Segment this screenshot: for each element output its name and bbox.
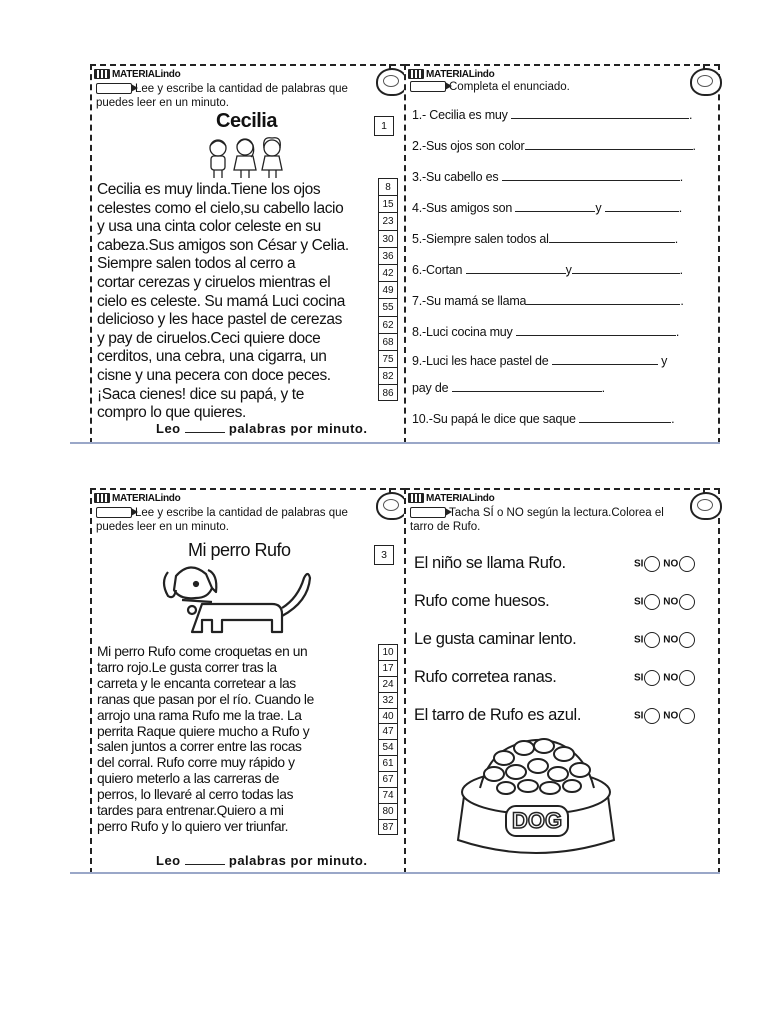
word-count: 86: [378, 384, 398, 401]
word-count: 49: [378, 281, 398, 298]
word-count: 42: [378, 264, 398, 281]
word-count: 15: [378, 195, 398, 212]
story-line: cortar cerezas y ciruelos mientras el: [97, 273, 331, 291]
answer-blank[interactable]: [572, 261, 680, 274]
brand-text: MATERIALindo: [112, 69, 181, 80]
question-5: 5.-Siempre salen todos al .: [412, 232, 679, 246]
instruction-text: Tacha SÍ o NO según la lectura.Colorea el tarro de Rufo.: [410, 507, 664, 533]
pencil-icon: [408, 69, 424, 79]
story-line: arrojo una rama Rufo me la trae. La: [97, 707, 302, 723]
si-no-options: SI NO: [634, 594, 695, 610]
story-line: perros, lo llevaré al cerro todas las: [97, 787, 294, 803]
dog-bowl-illustration[interactable]: [446, 726, 626, 862]
word-count: 54: [378, 739, 398, 755]
instruction-text: Completa el enunciado.: [410, 80, 670, 94]
story-line: ranas que pasan por el río. Cuando le: [97, 691, 314, 707]
bowl-label: DOG: [511, 808, 563, 833]
story-text: [97, 181, 377, 423]
si-checkbox[interactable]: [644, 556, 660, 572]
story-line: y pay de ciruelos.Ceci quiere doce: [97, 329, 321, 347]
words-per-minute-footer: Leo palabras por minuto.: [156, 853, 368, 868]
instruction-text: Lee y escribe la cantidad de palabras que puedes leer en un minuto.: [96, 83, 348, 109]
word-count: 24: [378, 676, 398, 692]
statement-2: Rufo come huesos.: [414, 592, 550, 610]
word-count: 67: [378, 771, 398, 787]
pencil-icon: [94, 69, 110, 79]
word-count: 17: [378, 660, 398, 676]
story-line: perrita Raque quiere mucho a Rufo y: [97, 723, 310, 739]
no-checkbox[interactable]: [679, 556, 695, 572]
si-checkbox[interactable]: [644, 594, 660, 610]
si-no-options: SI NO: [634, 670, 695, 686]
word-count: 80: [378, 803, 398, 819]
story-title: Mi perro Rufo: [188, 540, 291, 560]
answer-blank[interactable]: [516, 323, 676, 336]
story-number: 1: [374, 116, 394, 136]
word-count: 23: [378, 212, 398, 229]
pencil-arrow-icon: [410, 81, 446, 92]
word-count: 82: [378, 367, 398, 384]
si-no-options: SI NO: [634, 556, 695, 572]
word-count: 68: [378, 333, 398, 350]
word-count: 75: [378, 350, 398, 367]
word-count-column: [378, 644, 398, 835]
story-line: Mi perro Rufo come croquetas en un: [97, 644, 308, 659]
question-7: 7.-Su mamá se llama .: [412, 294, 684, 308]
word-count: 30: [378, 230, 398, 247]
reading-card-rufo: [90, 488, 406, 874]
no-checkbox[interactable]: [679, 594, 695, 610]
question-2: 2.-Sus ojos son color .: [412, 139, 696, 153]
answer-blank[interactable]: [605, 199, 679, 212]
si-no-options: SI NO: [634, 708, 695, 724]
pencil-icon: [94, 493, 110, 503]
brand-text: MATERIALindo: [426, 493, 495, 504]
pencil-icon: [408, 493, 424, 503]
story-line: del corral. Rufo corre muy rápido y: [97, 755, 295, 771]
pencil-arrow-icon: [410, 507, 446, 518]
story-title: Cecilia: [216, 110, 277, 132]
story-line: y usa una cinta color celeste en su: [97, 218, 321, 236]
question-6: 6.-Cortan y .: [412, 263, 683, 277]
word-count: 74: [378, 787, 398, 803]
brand-text: MATERIALindo: [426, 69, 495, 80]
instruction-text: Lee y escribe la cantidad de palabras que puedes leer en un minuto.: [96, 507, 348, 533]
answer-blank[interactable]: [502, 168, 680, 181]
story-line: cerditos, una cebra, una cigarra, un: [97, 348, 327, 366]
no-checkbox[interactable]: [679, 670, 695, 686]
kids-illustration: [200, 136, 290, 180]
true-false-card: [404, 488, 720, 874]
word-count: 36: [378, 247, 398, 264]
words-per-minute-footer: Leo palabras por minuto.: [156, 421, 368, 436]
story-line: celestes como el cielo,su cabello lacio: [97, 199, 344, 217]
question-8: 8.-Luci cocina muy .: [412, 325, 680, 339]
brand-logo: [408, 493, 494, 504]
word-count: 87: [378, 819, 398, 835]
answer-blank[interactable]: [515, 199, 595, 212]
answer-blank[interactable]: [552, 352, 658, 365]
apple-icon: [690, 492, 722, 520]
pencil-arrow-icon: [96, 507, 132, 518]
story-line: tardes para entrenar.Quiero a mi: [97, 803, 284, 819]
story-line: perro Rufo y lo quiero ver triunfar.: [97, 818, 289, 834]
word-count: 32: [378, 692, 398, 708]
complete-sentence-card: [404, 64, 720, 444]
reading-card-cecilia: [90, 64, 406, 444]
brand-logo: [94, 69, 180, 80]
story-number: 3: [374, 545, 394, 565]
no-checkbox[interactable]: [679, 632, 695, 648]
story-line: compro lo que quieres.: [97, 404, 246, 422]
si-checkbox[interactable]: [644, 670, 660, 686]
no-checkbox[interactable]: [679, 708, 695, 724]
story-line: quiero meterlo a las carreras de: [97, 771, 279, 787]
brand-logo: [94, 493, 180, 504]
si-checkbox[interactable]: [644, 632, 660, 648]
question-10: 10.-Su papá le dice que saque .: [412, 412, 675, 426]
story-line: cisne y una pecera con doce peces.: [97, 366, 331, 384]
word-count-column: [378, 178, 398, 401]
question-3: 3.-Su cabello es .: [412, 170, 683, 184]
statement-5: El tarro de Rufo es azul.: [414, 706, 582, 724]
story-line: carreta y le encanta corretear a las: [97, 675, 296, 691]
story-line: cielo es celeste. Su mamá Luci cocina: [97, 292, 345, 310]
word-count: 61: [378, 755, 398, 771]
word-count: 47: [378, 723, 398, 739]
answer-blank[interactable]: [185, 852, 225, 865]
si-checkbox[interactable]: [644, 708, 660, 724]
story-line: Cecilia es muy linda.Tiene los ojos: [97, 181, 321, 198]
answer-blank[interactable]: [511, 106, 689, 119]
brand-text: MATERIALindo: [112, 493, 181, 504]
dog-illustration: [158, 562, 318, 634]
word-count: 55: [378, 298, 398, 315]
word-count: 10: [378, 644, 398, 660]
answer-blank[interactable]: [185, 420, 225, 433]
story-line: delicioso y les hace pastel de cerezas: [97, 311, 343, 329]
story-line: tarro rojo.Le gusta correr tras la: [97, 659, 277, 675]
si-no-options: SI NO: [634, 632, 695, 648]
answer-blank[interactable]: [549, 230, 675, 243]
statement-1: El niño se llama Rufo.: [414, 554, 566, 572]
answer-blank[interactable]: [466, 261, 566, 274]
story-text: [97, 644, 377, 835]
apple-icon: [690, 68, 722, 96]
divider-line: [70, 872, 720, 874]
statement-3: Le gusta caminar lento.: [414, 630, 577, 648]
answer-blank[interactable]: [525, 137, 693, 150]
story-line: salen juntos a correr entre las rocas: [97, 739, 302, 755]
question-4: 4.-Sus amigos son y .: [412, 201, 683, 215]
answer-blank[interactable]: [579, 410, 671, 423]
question-9: 9.-Luci les hace pastel de y: [412, 354, 668, 368]
answer-blank[interactable]: [526, 292, 680, 305]
pencil-arrow-icon: [96, 83, 132, 94]
question-1: 1.- Cecilia es muy .: [412, 108, 693, 122]
story-line: ¡Saca cienes! dice su papá, y te: [97, 385, 304, 403]
story-line: cabeza.Sus amigos son César y Celia.: [97, 236, 349, 254]
word-count: 40: [378, 708, 398, 724]
brand-logo: [408, 69, 494, 80]
statement-4: Rufo correteа ranas.: [414, 668, 557, 686]
divider-line: [70, 442, 720, 444]
question-9-continued: pay de .: [412, 381, 605, 395]
story-line: Siempre salen todos al cerro a: [97, 255, 296, 273]
word-count: 62: [378, 316, 398, 333]
word-count: 8: [378, 178, 398, 195]
answer-blank[interactable]: [452, 379, 602, 392]
